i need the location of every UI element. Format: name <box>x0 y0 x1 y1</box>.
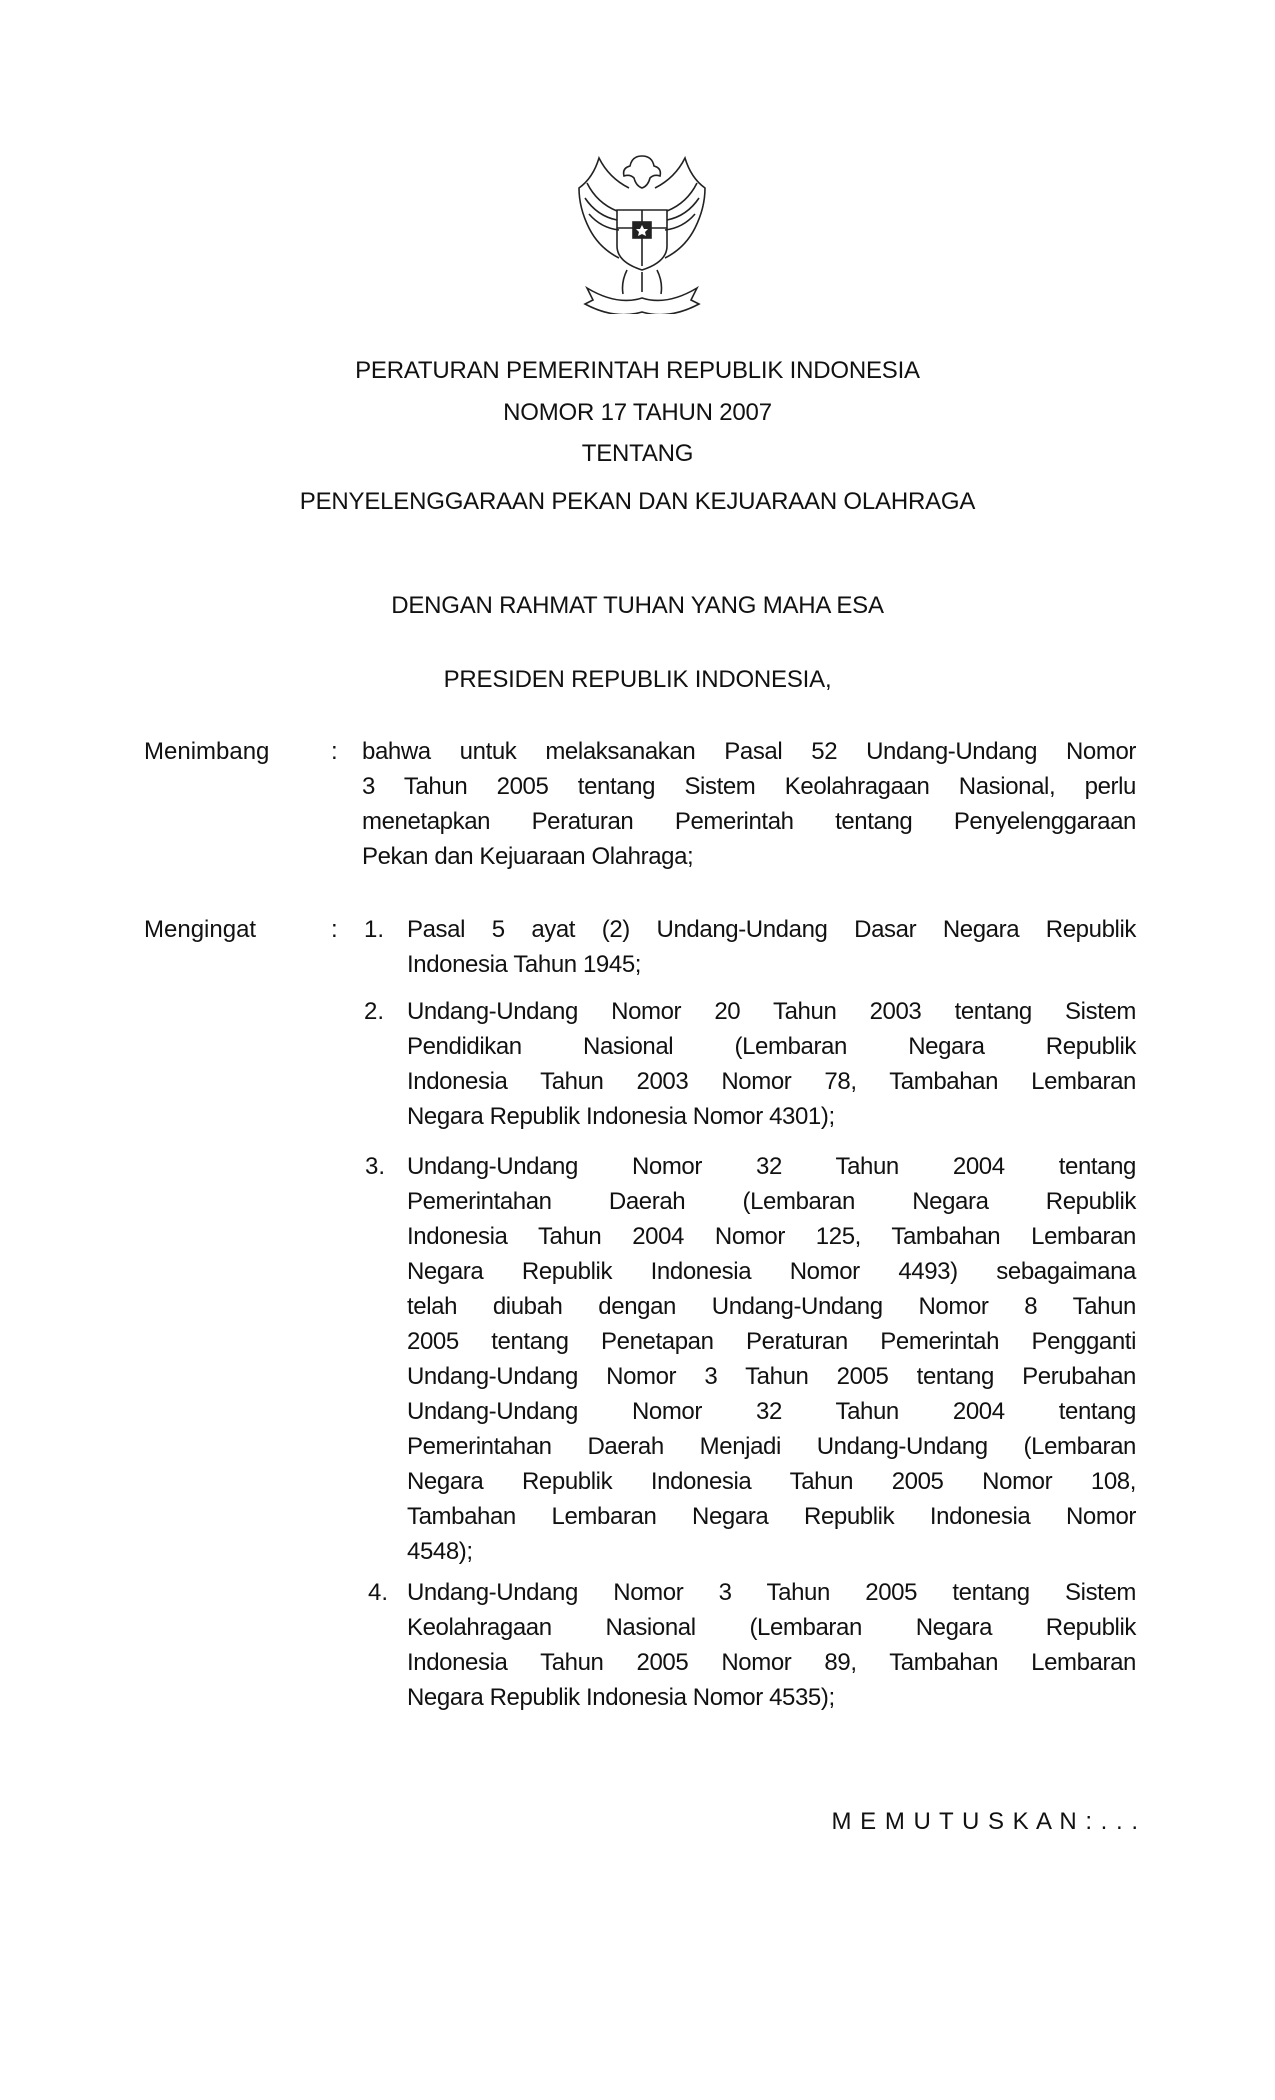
mengingat-label: Mengingat <box>144 916 257 943</box>
regulation-tentang: TENTANG <box>581 440 694 467</box>
text-line: Pemerintahan Daerah (Lembaran Negara Republik <box>407 1188 1136 1215</box>
text-line: Negara Republik Indonesia Tahun 2005 Nomor 108, <box>407 1468 1136 1495</box>
menimbang-label: Menimbang <box>144 738 270 765</box>
mengingat-colon: : <box>331 916 338 943</box>
mengingat-item-4 <box>407 1575 1136 1715</box>
text-line: Undang-Undang Nomor 3 Tahun 2005 tentang Sistem <box>407 1579 1136 1606</box>
text-line: Tambahan Lembaran Negara Republik Indonesia Nomor <box>407 1503 1136 1530</box>
item-number: 1. <box>364 916 385 943</box>
text-line: Pekan dan Kejuaraan Olahraga; <box>362 843 694 870</box>
mengingat-item-2 <box>407 994 1136 1134</box>
regulation-title: PERATURAN PEMERINTAH REPUBLIK INDONESIA <box>355 357 920 384</box>
mengingat-item-1 <box>407 912 1136 982</box>
text-line: Pasal 5 ayat (2) Undang-Undang Dasar Negara Republik <box>407 916 1136 943</box>
text-line: Undang-Undang Nomor 20 Tahun 2003 tentang Sistem <box>407 998 1136 1025</box>
president-heading: PRESIDEN REPUBLIK INDONESIA, <box>443 666 832 693</box>
text-line: Undang-Undang Nomor 3 Tahun 2005 tentang Perubahan <box>407 1363 1136 1390</box>
text-line: 4548); <box>407 1538 473 1565</box>
text-line: Keolahragaan Nasional (Lembaran Negara Republik <box>407 1614 1136 1641</box>
text-line: Negara Republik Indonesia Nomor 4301); <box>407 1103 835 1130</box>
menimbang-text <box>362 734 1136 874</box>
text-line: Indonesia Tahun 2005 Nomor 89, Tambahan Lembaran <box>407 1649 1136 1676</box>
text-line: bahwa untuk melaksanakan Pasal 52 Undang-Undang Nomor <box>362 738 1136 765</box>
invocation: DENGAN RAHMAT TUHAN YANG MAHA ESA <box>391 592 884 619</box>
text-line: 2005 tentang Penetapan Peraturan Pemerintah Pengganti <box>407 1328 1136 1355</box>
text-line: Indonesia Tahun 2004 Nomor 125, Tambahan Lembaran <box>407 1223 1136 1250</box>
text-line: Pemerintahan Daerah Menjadi Undang-Undang (Lembaran <box>407 1433 1136 1460</box>
text-line: Undang-Undang Nomor 32 Tahun 2004 tentang <box>407 1398 1136 1425</box>
regulation-subject: PENYELENGGARAAN PEKAN DAN KEJUARAAN OLAHRAGA <box>299 488 976 515</box>
regulation-number: NOMOR 17 TAHUN 2007 <box>503 399 772 426</box>
menimbang-colon: : <box>331 738 338 765</box>
text-line: Indonesia Tahun 1945; <box>407 951 642 978</box>
item-number: 2. <box>364 998 385 1025</box>
text-line: Negara Republik Indonesia Nomor 4493) sebagaimana <box>407 1258 1136 1285</box>
text-line: telah diubah dengan Undang-Undang Nomor 8 Tahun <box>407 1293 1136 1320</box>
continuation-marker: M E M U T U S K A N : . . . <box>831 1808 1139 1835</box>
text-line: 3 Tahun 2005 tentang Sistem Keolahragaan Nasional, perlu <box>362 773 1136 800</box>
text-line: Indonesia Tahun 2003 Nomor 78, Tambahan Lembaran <box>407 1068 1136 1095</box>
item-number: 4. <box>368 1579 389 1606</box>
item-number: 3. <box>365 1153 386 1180</box>
text-line: Undang-Undang Nomor 32 Tahun 2004 tentang <box>407 1153 1136 1180</box>
text-line: menetapkan Peraturan Pemerintah tentang Penyelenggaraan <box>362 808 1136 835</box>
mengingat-item-3 <box>407 1149 1136 1569</box>
garuda-emblem-icon <box>567 148 717 314</box>
text-line: Negara Republik Indonesia Nomor 4535); <box>407 1684 835 1711</box>
text-line: Pendidikan Nasional (Lembaran Negara Republik <box>407 1033 1136 1060</box>
